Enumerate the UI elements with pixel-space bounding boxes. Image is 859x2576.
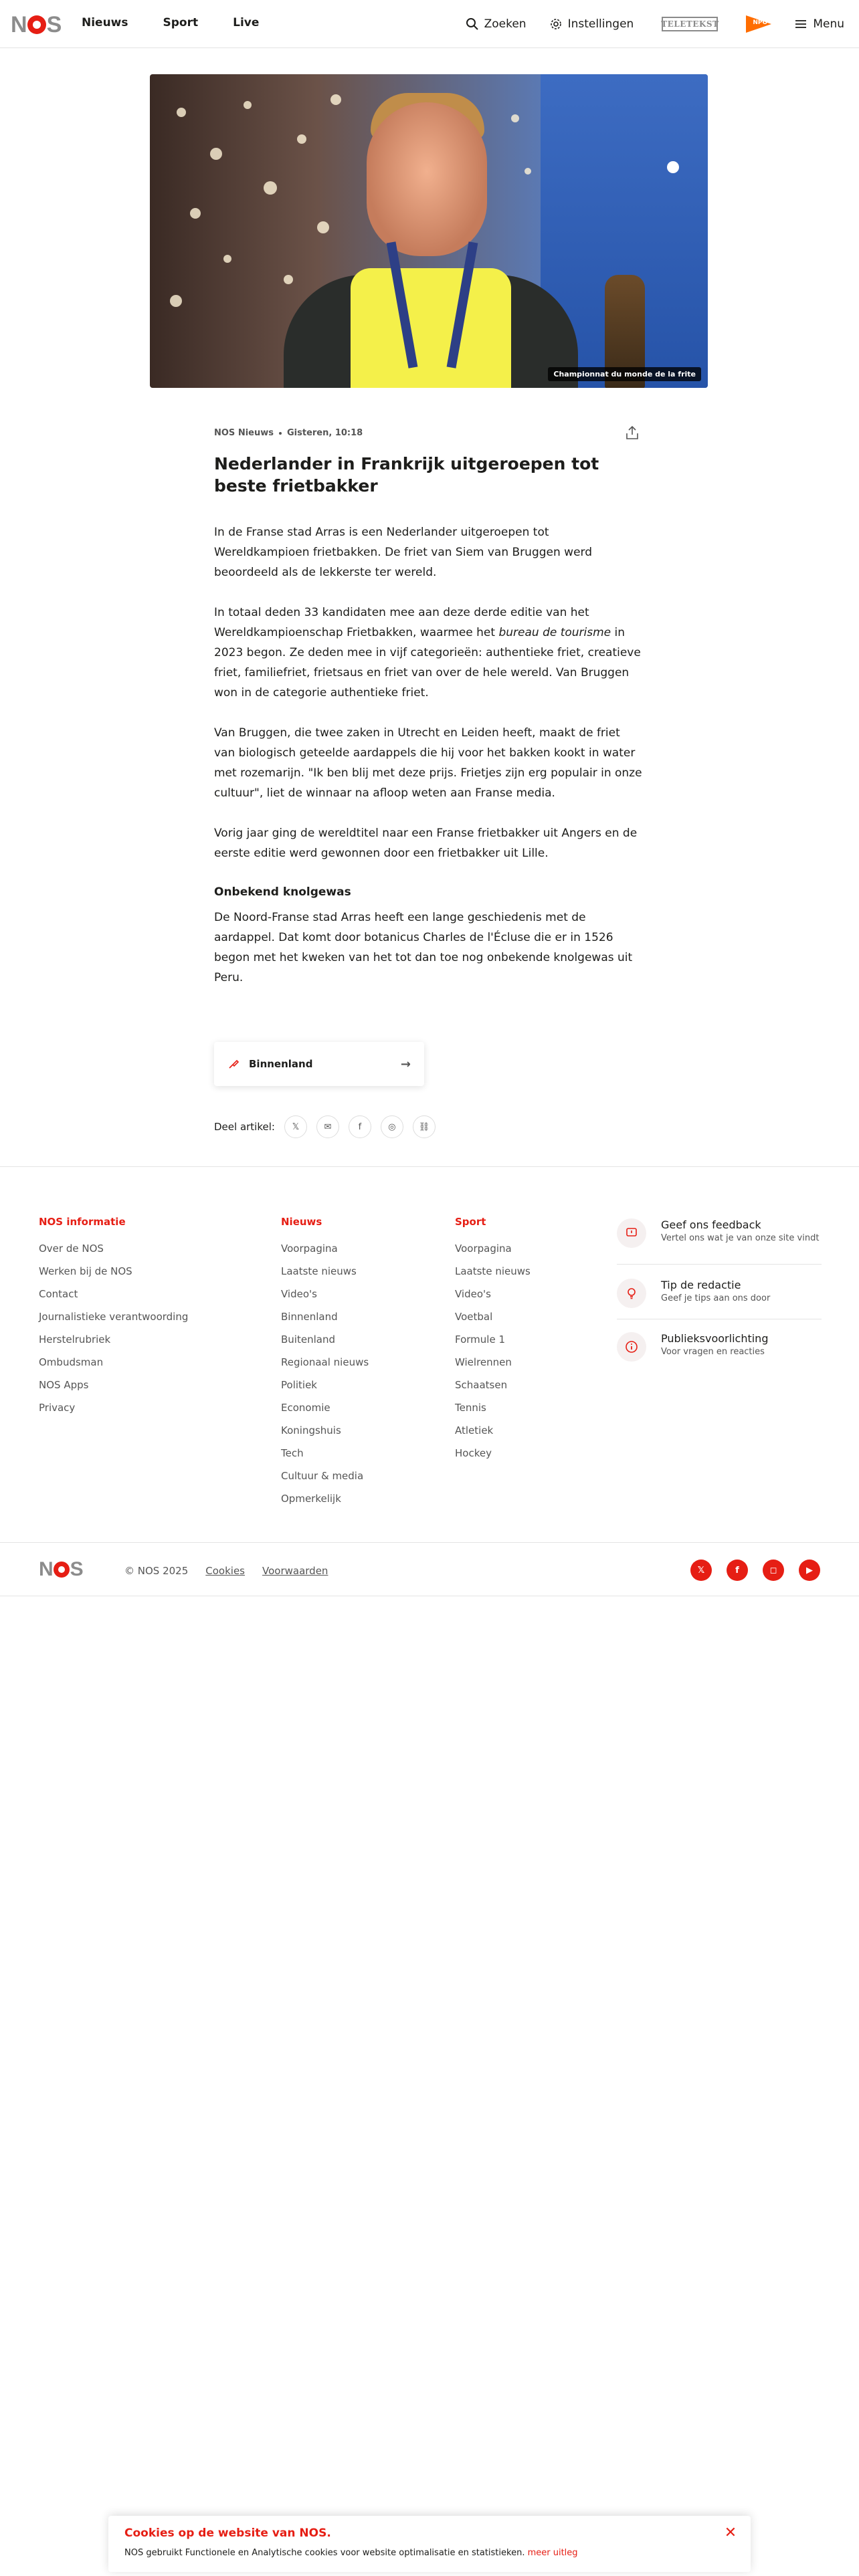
article-subheading: Onbekend knolgewas (214, 885, 351, 899)
bokeh-light (284, 275, 293, 284)
article-paragraph: De Noord-Franse stad Arras heeft een lange geschiedenis met de aardappel. Dat komt door botanicus Charles de l'Écluse die er in 1526 begon met het kweken van het tot dan toe nog onbekende knolgewas uit Peru. (214, 911, 633, 984)
footer-link[interactable]: Hockey (455, 1447, 492, 1459)
nos-logo[interactable] (11, 13, 61, 36)
footer-link[interactable]: Politiek (281, 1379, 317, 1391)
tag-icon (227, 1058, 240, 1070)
person-face (367, 102, 487, 256)
paragraph-emphasis: bureau de tourisme (498, 626, 611, 639)
share-bar (214, 1115, 436, 1138)
related-topic-link[interactable] (214, 1042, 424, 1086)
feedback-divider (617, 1264, 822, 1265)
info-subtitle: Voor vragen en reacties (661, 1347, 765, 1357)
image-caption: Championnat du monde de la frite (548, 367, 701, 381)
x-share-icon[interactable]: 𝕏 (284, 1115, 307, 1138)
nav-sport[interactable]: Sport (163, 16, 199, 29)
feedback-icon-wrap (617, 1218, 646, 1248)
article-paragraph: Vorig jaar ging de wereldtitel naar een Franse frietbakker uit Angers en de eerste editie werd gewonnen door een frietbakker uit Lille. (214, 827, 638, 860)
chat-icon (625, 1226, 638, 1240)
close-icon[interactable]: ✕ (724, 2525, 737, 2541)
x-social-icon[interactable]: 𝕏 (690, 1560, 712, 1581)
logo-o-mark (54, 1562, 70, 1578)
footer-link[interactable]: Ombudsman (39, 1356, 104, 1368)
logo-letter-s: S (46, 11, 62, 37)
lightbulb-icon (625, 1287, 638, 1300)
tip-subtitle: Geef je tips aan ons door (661, 1293, 771, 1303)
youtube-social-icon[interactable]: ▶ (799, 1560, 820, 1581)
copy-link-icon[interactable]: ⛓ (413, 1115, 436, 1138)
bokeh-light (297, 134, 306, 144)
arrow-right-icon: → (400, 1057, 411, 1071)
article (214, 428, 642, 988)
bokeh-light (330, 94, 341, 105)
light-spot (667, 161, 679, 173)
tip-icon-wrap (617, 1279, 646, 1308)
footer-link[interactable]: Schaatsen (455, 1379, 508, 1391)
person-vest (351, 268, 511, 388)
footer-divider (0, 1166, 859, 1167)
footer-link[interactable]: Tennis (455, 1402, 486, 1414)
footer-col-sport (455, 1216, 531, 1465)
bokeh-light (524, 168, 531, 175)
footer-col-nos-info (39, 1216, 188, 1419)
email-share-icon[interactable]: ✉ (316, 1115, 339, 1138)
info-link[interactable] (617, 1332, 822, 1362)
footer-link[interactable]: Atletiek (455, 1424, 494, 1436)
article-meta (214, 428, 642, 438)
footer-link[interactable]: Binnenland (281, 1311, 338, 1323)
legal-links (124, 1565, 328, 1577)
footer-link[interactable]: Werken bij de NOS (39, 1265, 132, 1277)
nos-footer-logo[interactable] (39, 1558, 83, 1581)
footer-link[interactable]: Opmerkelijk (281, 1493, 341, 1505)
tip-text (661, 1279, 770, 1304)
bottom-divider (0, 1542, 859, 1543)
tip-title: Tip de redactie (661, 1279, 741, 1291)
terms-link[interactable]: Voorwaarden (262, 1565, 328, 1577)
article-title: Nederlander in Frankrijk uitgeroepen tot beste frietbakker (214, 454, 599, 496)
search-button[interactable] (466, 17, 527, 31)
feedback-title: Geef ons feedback (661, 1218, 761, 1231)
footer-link[interactable]: Laatste nieuws (455, 1265, 531, 1277)
footer-link[interactable]: NOS Apps (39, 1379, 89, 1391)
footer-link[interactable]: Regionaal nieuws (281, 1356, 369, 1368)
footer-link[interactable]: Economie (281, 1402, 330, 1414)
footer-col-title: Nieuws (281, 1216, 322, 1228)
bokeh-light (223, 255, 231, 263)
nav-live[interactable]: Live (233, 16, 260, 29)
footer-link[interactable]: Contact (39, 1288, 78, 1300)
footer-link[interactable]: Voorpagina (455, 1243, 512, 1255)
info-icon (625, 1340, 638, 1354)
gear-icon (549, 17, 563, 31)
header-tools (443, 13, 844, 35)
hamburger-icon (794, 17, 807, 31)
article-source: NOS Nieuws (214, 428, 274, 438)
article-paragraph (214, 603, 642, 703)
bokeh-light (210, 148, 222, 160)
share-icon[interactable] (625, 425, 640, 440)
footer-link[interactable]: Voetbal (455, 1311, 493, 1323)
share-label: Deel artikel: (214, 1121, 275, 1133)
related-topic-label: Binnenland (249, 1058, 313, 1070)
info-text (661, 1332, 768, 1358)
footer-link[interactable]: Laatste nieuws (281, 1265, 357, 1277)
facebook-share-icon[interactable]: f (349, 1115, 371, 1138)
feedback-link[interactable] (617, 1218, 822, 1248)
feedback-subtitle: Vertel ons wat je van onze site vindt (661, 1233, 820, 1243)
npo-logo[interactable] (746, 15, 771, 33)
logo-letter-n: N (11, 11, 27, 37)
article-paragraph: In de Franse stad Arras is een Nederlander uitgeroepen tot Wereldkampioen frietbakken. De friet van Siem van Bruggen werd beoordeeld als de lekkerste ter wereld. (214, 526, 593, 579)
feedback-text (661, 1218, 819, 1244)
bokeh-light (317, 221, 329, 233)
copyright: © NOS 2025 (124, 1565, 189, 1577)
paragraph-text: In totaal deden 33 kandidaten mee aan deze derde editie van het Wereldkampioenschap Frietbakken, waarmee het (214, 606, 589, 639)
bokeh-light (264, 181, 277, 195)
paragraph-text: in 2023 begon. Ze deden mee in vijf categorieën: authentieke friet, creatieve friet, familiefriet, frietsaus en friet van over de hele wereld. Van Bruggen won in de categorie authentieke friet. (214, 626, 641, 700)
info-icon-wrap (617, 1332, 646, 1362)
footer-link[interactable]: Video's (455, 1288, 491, 1300)
instagram-social-icon[interactable]: ◻ (763, 1560, 784, 1581)
info-title: Publieksvoorlichting (661, 1332, 769, 1345)
article-paragraph: Van Bruggen, die twee zaken in Utrecht en Leiden heeft, maakt de friet van biologisch geteelde aardappels die hij voor het bakken kookt in water met rozemarijn. "Ik ben blij met deze prijs. Frietjes zijn erg populair in onze cultuur", liet de winnaar na afloop weten aan Franse media. (214, 726, 642, 800)
cookie-title: Cookies op de website van NOS. (124, 2527, 331, 2540)
menu-label: Menu (813, 17, 844, 31)
bottom-bar (0, 1550, 859, 1596)
logo-letter-n: N (39, 1558, 53, 1580)
footer-link[interactable]: Journalistieke verantwoording (39, 1311, 189, 1323)
tip-link[interactable] (617, 1279, 822, 1308)
cookie-banner (108, 2516, 751, 2572)
search-label: Zoeken (484, 17, 527, 31)
whatsapp-share-icon[interactable]: ◎ (381, 1115, 403, 1138)
cookie-more-link[interactable]: meer uitleg (527, 2548, 578, 2558)
footer-link[interactable]: Cultuur & media (281, 1470, 364, 1482)
settings-label: Instellingen (567, 17, 634, 31)
npo-label: NPO (753, 19, 768, 26)
bokeh-light (511, 114, 519, 122)
teletekst-logo[interactable]: TELETEKST (662, 17, 718, 31)
hero-image (150, 74, 708, 388)
meta-separator (279, 432, 282, 435)
footer-link[interactable]: Buitenland (281, 1333, 335, 1346)
footer-col-nieuws (281, 1216, 369, 1510)
footer-link[interactable]: Wielrennen (455, 1356, 512, 1368)
footer-link[interactable]: Tech (281, 1447, 304, 1459)
footer-link[interactable]: Video's (281, 1288, 317, 1300)
footer-link[interactable]: Herstelrubriek (39, 1333, 111, 1346)
footer-link[interactable]: Privacy (39, 1402, 76, 1414)
footer-link[interactable]: Formule 1 (455, 1333, 505, 1346)
menu-button[interactable] (794, 17, 844, 31)
logo-letter-s: S (70, 1558, 83, 1580)
article-timestamp: Gisteren, 10:18 (286, 428, 363, 438)
settings-button[interactable] (549, 17, 634, 31)
cookie-body: NOS gebruikt Functionele en Analytische cookies voor website optimalisatie en statistieken. (124, 2548, 528, 2558)
footer-link[interactable]: Over de NOS (39, 1243, 104, 1255)
bokeh-light (190, 208, 201, 219)
footer-link[interactable]: Koningshuis (281, 1424, 341, 1436)
nav-nieuws[interactable]: Nieuws (82, 16, 128, 29)
footer-col-title: Sport (455, 1216, 486, 1228)
facebook-social-icon[interactable]: f (727, 1560, 748, 1581)
logo-o-mark (27, 15, 46, 34)
footer-col-title: NOS informatie (39, 1216, 126, 1228)
bokeh-light (244, 101, 252, 109)
footer-link[interactable]: Voorpagina (281, 1243, 338, 1255)
search-icon (466, 17, 479, 31)
social-links (690, 1560, 820, 1581)
main-nav (82, 16, 294, 29)
cookies-link[interactable]: Cookies (205, 1565, 245, 1577)
site-header (0, 0, 859, 48)
cookie-text (124, 2548, 578, 2558)
bokeh-light (177, 108, 186, 117)
bokeh-light (170, 295, 182, 307)
